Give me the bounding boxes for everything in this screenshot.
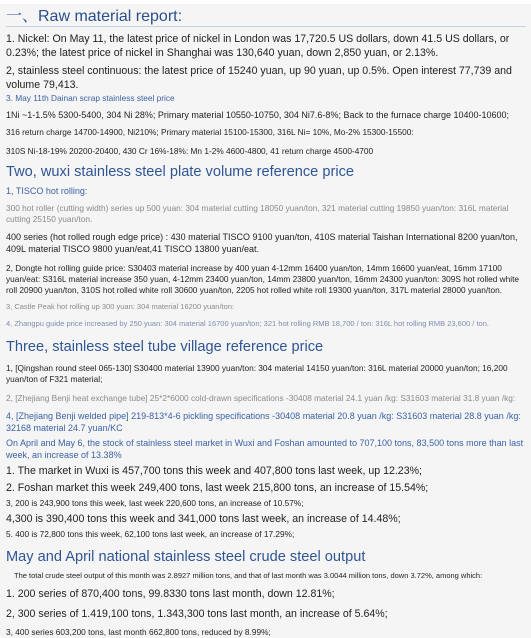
paragraph-castle-peak: 3, Castle Peak hot rolling up 300 yuan: 304 material 16200 yuan/ton: <box>6 302 235 311</box>
paragraph-300-series: 300 hot roller (cutting width) series up 500 yuan: 304 material cutting 18050 yuan/ton, 321 material cutting 19850 yuan/ton: 316L material cutting 25150 yuan/ton. <box>6 203 509 224</box>
paragraph-qingshan: 1, [Qingshan round steel 065-130] S30400 material 13900 yuan/ton: 304 material 14150 yuan/ton: 316L material 20000 yuan/ton; 16,200 yuan/ton of F321 material; <box>6 363 508 384</box>
section-title: May and April national stainless steel crude steel output <box>6 549 366 565</box>
paragraph-200-series: 3, 200 is 243,900 tons this week, last week 220,600 tons, an increase of 10.57%; <box>6 498 304 508</box>
paragraph-scrap-1: 1Ni ~1-1.5% 5300-5400, 304 Ni 28%; Primary material 10550-10750, 304 Ni7.6-8%; Back to the furnace charge 10400-10600; <box>6 110 510 120</box>
paragraph-nickel: 1. Nickel: On May 11, the latest price of nickel in London was 17,720.5 US dollars, down 41.5 US dollars, or 0.23%; the latest price of nickel in Shanghai was 130,640 yuan, down 2,850 yuan, or 2.13%. <box>6 33 510 59</box>
paragraph-dongte: 2, Dongte hot rolling guide price: S30403 material increase by 400 yuan 4-12mm 16400 yuan/ton, 14mm 16600 yuan/eat, 16mm 17100 yuan/eat: S316L material increase 350 yuan, 4-12mm 23400 yuan/ton, 14mm 23800 yuan/ton, 16mm 24300 yuan/ton: 309S hot rolled white roll 20900 yuan/ton, 310S hot rolled white roll 30600 yuan/ton, 2205 hot rolled white roll 19300 yuan/ton, 317L material 28000 yuan/ton. <box>6 263 520 295</box>
paragraph-400-series-stock: 5. 400 is 72,800 tons this week, 62,100 tons last week, an increase of 17.29%; <box>6 529 295 539</box>
paragraph-tisco-heading: 1, TISCO hot rolling: <box>6 186 88 196</box>
paragraph-scrap-2: 316 return charge 14700-14900, Ni210%; Primary material 15100-15300, 316L Ni= 10%, Mo-2% 15300-15500: <box>6 127 414 137</box>
paragraph-stainless-continuous: 2, stainless steel continuous: the latest price of 15240 yuan, up 90 yuan, up 0.5%. Open interest 77,739 and volume 79,413. <box>6 65 512 91</box>
section-title <box>0 4 531 28</box>
paragraph-scrap-heading: 3. May 11th Dainan scrap stainless steel price <box>6 93 175 103</box>
paragraph-wuxi-market: 1. The market in Wuxi is 457,700 tons this week and 407,800 tons last week, up 12.23%; <box>6 465 422 477</box>
paragraph-300-series-output: 2, 300 series of 1.419,100 tons, 1.343,300 tons last month, an increase of 5.64%; <box>6 608 388 620</box>
section-tube-village <box>0 337 531 540</box>
paragraph-400-series: 400 series (hot rolled rough edge price) : 430 material TISCO 9100 yuan/ton, 410S material Taishan International 8200 yuan/ton, 409L material TISCO 9800 yuan/eat,41 TISCO 13800 yuan/eat. <box>6 232 518 254</box>
paragraph-benji-heat-exchange: 2, [Zhejiang Benji heat exchange tube] 25*2*6000 cold-drawn specifications -30408 material 24.1 yuan /kg: S31603 material 31.8 yuan /kg: <box>6 393 516 403</box>
section-title-text: 一、Raw material report: <box>6 8 183 25</box>
title-underline <box>6 26 526 27</box>
paragraph-400-series-output: 3, 400 series 603,200 tons, last month 662,800 tons, reduced by 8.99%; <box>6 627 271 637</box>
paragraph-zhangpu: 4, Zhangpu guide price increased by 250 yuan: 304 material 16700 yuan/ton; 321 hot rolling RMB 18,700 / ton: 316L hot rolling RMB 23,600 / ton. <box>6 319 489 328</box>
paragraph-scrap-3: 310S Ni-18-19% 20200-20400, 430 Cr 16%-18%: Mn 1-2% 4600-4800, 41 return charge 4500-4700 <box>6 146 374 156</box>
paragraph-300-series-stock: 4,300 is 390,400 tons this week and 341,000 tons last week, an increase of 14.48%; <box>6 513 401 525</box>
paragraph-stock-summary: On April and May 6, the stock of stainless steel market in Wuxi and Foshan amounted to 707,100 tons, 83,500 tons more than last week, an increase of 13.38% <box>6 438 524 460</box>
section-title: Two, wuxi stainless steel plate volume reference price <box>6 164 354 180</box>
section-title: Three, stainless steel tube village reference price <box>6 339 324 355</box>
paragraph-foshan-market: 2. Foshan market this week 249,400 tons, last week 215,800 tons, an increase of 15.54%; <box>6 482 429 494</box>
section-plate-volume <box>0 162 531 329</box>
section-crude-steel-output <box>0 547 531 638</box>
paragraph-total-output: The total crude steel output of this month was 2.8927 million tons, and that of last month was 3.0044 million tons, down 3.72%, among which: <box>14 571 483 580</box>
paragraph-200-series-output: 1. 200 series of 870,400 tons, 99.8330 tons last month, down 12.81%; <box>6 588 335 600</box>
paragraph-benji-welded: 4, [Zhejiang Benji welded pipe] 219-813*4-6 pickling specifications -30408 material 20.8 yuan /kg: S31603 material 28.8 yuan /kg: 32168 material 24.7 yuan/KC <box>6 411 521 433</box>
section-raw-material <box>0 4 531 157</box>
